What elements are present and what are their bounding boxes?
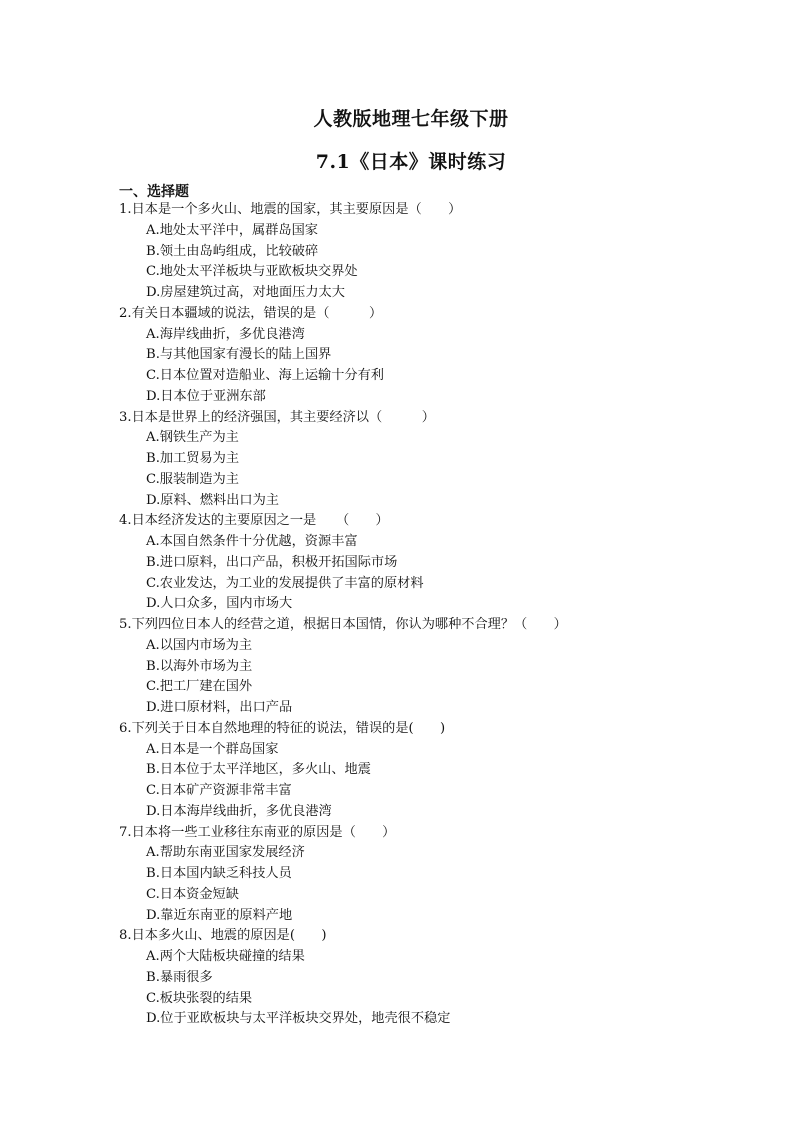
question-7 [119,823,719,927]
option-d: D.房屋建筑过高，对地面压力太大 [146,285,345,300]
question-stem: 5.下列四位日本人的经营之道，根据日本国情，你认为哪种不合理？（ ） [119,617,567,632]
question-stem: 8.日本多火山、地震的原因是( ) [119,928,327,944]
option-a: A.日本是一个群岛国家 [146,741,279,757]
option-c: C.把工厂建在国外 [146,679,253,695]
document-subtitle: 7.1《日本》课时练习 [315,151,507,173]
option-a: A.两个大陆板块碰撞的结果 [146,949,305,964]
document-title: 人教版地理七年级下册 [313,108,509,130]
option-a: A.帮助东南亚国家发展经济 [146,845,305,861]
option-a: A.地处太平洋中，属群岛国家 [146,222,318,238]
question-4 [119,511,719,615]
option-b: B.以海外市场为主 [146,658,253,674]
question-1 [119,200,719,304]
option-c: C.日本位置对造船业、海上运输十分有利 [146,368,384,383]
option-c: C.日本资金短缺 [146,886,239,902]
option-b: B.领土由岛屿组成，比较破碎 [146,243,319,259]
section-heading: 一、选择题 [119,184,189,200]
question-5 [119,615,719,719]
option-b: B.加工贸易为主 [146,451,240,466]
question-list [119,200,719,1030]
question-stem: 1.日本是一个多火山、地震的国家，其主要原因是（ ） [119,202,462,217]
option-d: D.原料、燃料出口为主 [146,492,279,508]
option-c: C.服装制造为主 [146,471,239,487]
question-6 [119,719,719,823]
option-b: B.与其他国家有漫长的陆上国界 [146,347,332,363]
option-b: B.日本位于太平洋地区，多火山、地震 [146,762,371,778]
question-stem: 2.有关日本疆域的说法，错误的是（ ） [119,305,383,321]
option-a: A.钢铁生产为主 [146,430,239,446]
question-2 [119,304,719,408]
question-stem: 3.日本是世界上的经济强国，其主要经济以（ ） [119,409,435,425]
question-3 [119,408,719,512]
option-c: C.板块张裂的结果 [146,990,253,1006]
option-d: D.人口众多，国内市场大 [146,596,293,612]
option-a: A.海岸线曲折，多优良港湾 [146,326,305,342]
question-8 [119,926,719,1030]
option-d: D.位于亚欧板块与太平洋板块交界处，地壳很不稳定 [146,1011,451,1027]
option-a: A.以国内市场为主 [146,637,253,653]
option-d: D.进口原材料，出口产品 [146,700,293,715]
option-d: D.靠近东南亚的原料产地 [146,907,293,923]
question-stem: 6.下列关于日本自然地理的特征的说法，错误的是( ) [119,720,446,736]
question-stem: 4.日本经济发达的主要原因之一是 （ ） [119,513,389,529]
option-a: A.本国自然条件十分优越，资源丰富 [146,534,358,549]
option-d: D.日本位于亚洲东部 [146,388,266,404]
option-c: C.地处太平洋板块与亚欧板块交界处 [146,264,358,280]
option-b: B.进口原料，出口产品，积极开拓国际市场 [146,554,398,570]
option-c: C.日本矿产资源非常丰富 [146,783,292,798]
option-c: C.农业发达，为工业的发展提供了丰富的原材料 [146,575,424,591]
option-d: D.日本海岸线曲折，多优良港湾 [146,803,332,819]
option-b: B.日本国内缺乏科技人员 [146,866,292,881]
question-stem: 7.日本将一些工业移往东南亚的原因是（ ） [119,824,396,840]
option-b: B.暴雨很多 [146,969,213,985]
